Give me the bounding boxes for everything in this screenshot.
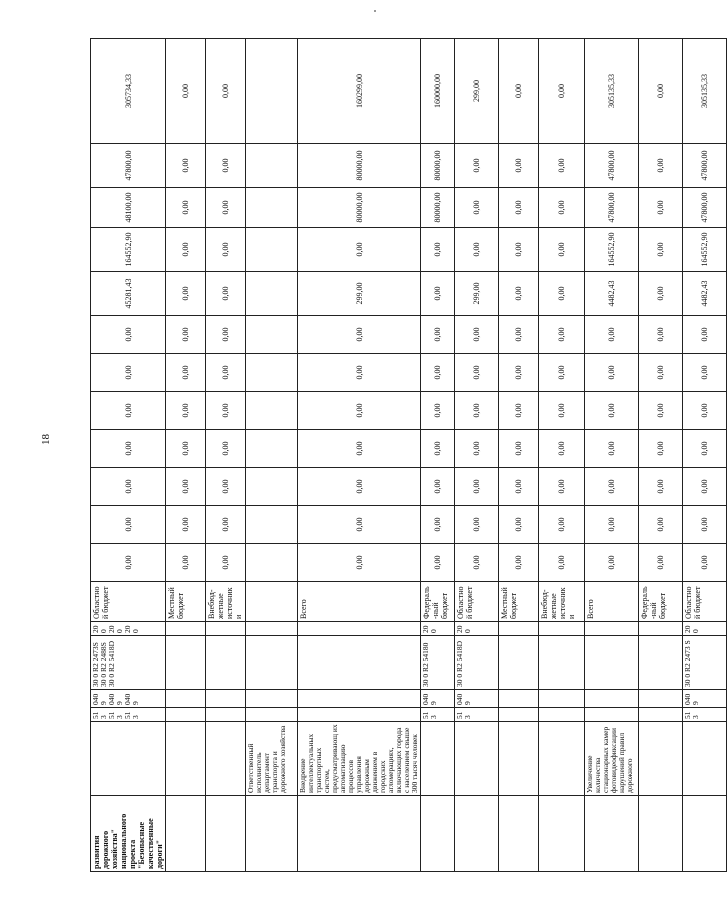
cell-value <box>246 188 298 228</box>
cell-rzpr <box>499 690 539 708</box>
cell-value: 0,00 <box>421 468 455 506</box>
cell-grbs: 513 <box>421 708 455 722</box>
cell-value <box>246 354 298 392</box>
cell-value: 0,00 <box>539 544 585 582</box>
cell-value: 0,00 <box>298 316 421 354</box>
cell-value: 0,00 <box>298 430 421 468</box>
cell-source: Внебюд-жетные источники <box>539 582 585 622</box>
cell-value: 0,00 <box>585 316 639 354</box>
cell-name <box>166 796 206 872</box>
cell-source: Областной бюджет <box>683 582 727 622</box>
cell-csr <box>206 636 246 690</box>
cell-value: 47800,00 <box>683 188 727 228</box>
cell-value: 0,00 <box>499 430 539 468</box>
cell-value: 0,00 <box>585 544 639 582</box>
cell-value: 0,00 <box>683 430 727 468</box>
table-row <box>206 39 246 872</box>
cell-value <box>246 430 298 468</box>
cell-value: 0,00 <box>206 188 246 228</box>
cell-value: 0,00 <box>298 354 421 392</box>
cell-value: 0,00 <box>683 316 727 354</box>
cell-grbs <box>499 708 539 722</box>
cell-value: 0,00 <box>639 272 683 316</box>
cell-value: 0,00 <box>206 272 246 316</box>
cell-value: 0,00 <box>206 506 246 544</box>
cell-value: 0,00 <box>91 354 166 392</box>
cell-executor: Увеличение количества стационарных камер фотовидеофиксации нарушений правил дорожного <box>585 722 639 796</box>
cell-executor <box>499 722 539 796</box>
cell-executor <box>683 722 727 796</box>
cell-vr: 200 200 200 <box>91 622 166 636</box>
table-row <box>421 39 455 872</box>
cell-value: 305135,33 <box>585 39 639 144</box>
cell-value: 0,00 <box>421 506 455 544</box>
cell-value: 0,00 <box>539 468 585 506</box>
cell-value: 0,00 <box>298 228 421 272</box>
cell-name <box>585 796 639 872</box>
cell-value: 0,00 <box>539 144 585 188</box>
cell-value: 0,00 <box>683 506 727 544</box>
cell-csr <box>639 636 683 690</box>
cell-grbs <box>639 708 683 722</box>
cell-name <box>246 796 298 872</box>
cell-rzpr: 0409 <box>421 690 455 708</box>
cell-value: 80000,00 <box>421 144 455 188</box>
cell-grbs <box>246 708 298 722</box>
cell-value <box>246 228 298 272</box>
table-row <box>539 39 585 872</box>
cell-value: 299,00 <box>298 272 421 316</box>
cell-value: 0,00 <box>499 144 539 188</box>
cell-csr <box>246 636 298 690</box>
cell-value: 160000,00 <box>421 39 455 144</box>
cell-csr: 30 0 R2 54180 <box>421 636 455 690</box>
cell-value: 45281,43 <box>91 272 166 316</box>
cell-source: Областной бюджет <box>455 582 499 622</box>
cell-value: 0,00 <box>455 144 499 188</box>
cell-value: 0,00 <box>585 506 639 544</box>
cell-value: 0,00 <box>166 506 206 544</box>
cell-value: 0,00 <box>585 354 639 392</box>
cell-vr <box>499 622 539 636</box>
cell-value: 80000,00 <box>298 144 421 188</box>
cell-value: 0,00 <box>166 272 206 316</box>
cell-value: 164552,90 <box>91 228 166 272</box>
cell-value: 0,00 <box>499 228 539 272</box>
cell-value <box>246 506 298 544</box>
cell-value: 0,00 <box>539 316 585 354</box>
cell-value: 0,00 <box>206 39 246 144</box>
cell-value: 0,00 <box>166 39 206 144</box>
cell-value <box>246 468 298 506</box>
cell-rzpr <box>206 690 246 708</box>
cell-name <box>298 796 421 872</box>
cell-value: 0,00 <box>639 144 683 188</box>
table-row <box>499 39 539 872</box>
cell-value: 164552,90 <box>585 228 639 272</box>
cell-name <box>639 796 683 872</box>
cell-value: 80000,00 <box>421 188 455 228</box>
cell-value: 0,00 <box>298 544 421 582</box>
cell-value: 0,00 <box>166 316 206 354</box>
cell-grbs <box>539 708 585 722</box>
cell-value: 0,00 <box>206 228 246 272</box>
cell-csr: 30 0 R2 2473S 30 0 R2 2488S 30 0 R2 5418D <box>91 636 166 690</box>
cell-value: 47800,00 <box>683 144 727 188</box>
cell-grbs: 513 <box>455 708 499 722</box>
cell-value: 0,00 <box>585 430 639 468</box>
cell-value: 0,00 <box>539 430 585 468</box>
cell-value: 0,00 <box>639 468 683 506</box>
cell-value: 0,00 <box>539 354 585 392</box>
cell-csr: 30 0 R2 5418D <box>455 636 499 690</box>
cell-value: 0,00 <box>166 188 206 228</box>
cell-value: 0,00 <box>421 272 455 316</box>
cell-value: 0,00 <box>585 392 639 430</box>
cell-value: 0,00 <box>421 544 455 582</box>
cell-value: 0,00 <box>639 544 683 582</box>
cell-source <box>246 582 298 622</box>
cell-source: Местный бюджет <box>166 582 206 622</box>
cell-vr <box>539 622 585 636</box>
budget-table <box>90 38 727 872</box>
cell-value: 80000,00 <box>298 188 421 228</box>
cell-value: 0,00 <box>455 430 499 468</box>
cell-grbs <box>585 708 639 722</box>
cell-grbs <box>206 708 246 722</box>
cell-grbs <box>298 708 421 722</box>
cell-value: 0,00 <box>455 228 499 272</box>
cell-value: 0,00 <box>499 39 539 144</box>
cell-value <box>246 144 298 188</box>
cell-source: Областной бюджет <box>91 582 166 622</box>
cell-value: 0,00 <box>91 468 166 506</box>
cell-value: 0,00 <box>298 506 421 544</box>
page-number: 18 <box>40 434 52 445</box>
cell-vr <box>639 622 683 636</box>
cell-value: 0,00 <box>206 354 246 392</box>
cell-value: 0,00 <box>421 354 455 392</box>
table-row <box>298 39 421 872</box>
cell-csr <box>539 636 585 690</box>
cell-value: 0,00 <box>639 392 683 430</box>
cell-value: 0,00 <box>539 392 585 430</box>
cell-value: 0,00 <box>683 392 727 430</box>
cell-value: 305734,33 <box>91 39 166 144</box>
table-row <box>91 39 166 872</box>
cell-rzpr: 0409 0409 0409 <box>91 690 166 708</box>
cell-vr <box>206 622 246 636</box>
cell-grbs <box>166 708 206 722</box>
cell-value: 0,00 <box>455 544 499 582</box>
cell-value: 0,00 <box>166 144 206 188</box>
cell-value: 0,00 <box>499 272 539 316</box>
cell-value: 164552,90 <box>683 228 727 272</box>
cell-value: 299,00 <box>455 272 499 316</box>
cell-value: 0,00 <box>539 228 585 272</box>
cell-executor <box>455 722 499 796</box>
cell-executor <box>166 722 206 796</box>
cell-source: Всего <box>585 582 639 622</box>
cell-value: 47800,00 <box>585 188 639 228</box>
table-row <box>683 39 727 872</box>
cell-value: 0,00 <box>455 468 499 506</box>
cell-value: 0,00 <box>206 392 246 430</box>
cell-value: 0,00 <box>499 392 539 430</box>
cell-value: 0,00 <box>166 468 206 506</box>
cell-value: 0,00 <box>91 316 166 354</box>
cell-value <box>246 39 298 144</box>
cell-rzpr <box>585 690 639 708</box>
cell-value: 0,00 <box>91 506 166 544</box>
cell-vr <box>246 622 298 636</box>
cell-value: 0,00 <box>421 316 455 354</box>
cell-name <box>421 796 455 872</box>
cell-value: 0,00 <box>539 506 585 544</box>
cell-value: 0,00 <box>539 39 585 144</box>
cell-value: 0,00 <box>206 468 246 506</box>
cell-value: 0,00 <box>499 188 539 228</box>
cell-name <box>206 796 246 872</box>
cell-name <box>683 796 727 872</box>
cell-value: 160299,00 <box>298 39 421 144</box>
cell-value: 0,00 <box>639 430 683 468</box>
cell-name <box>499 796 539 872</box>
table-row <box>166 39 206 872</box>
cell-rzpr <box>166 690 206 708</box>
cell-value <box>246 392 298 430</box>
cell-value: 0,00 <box>91 544 166 582</box>
cell-value: 0,00 <box>91 392 166 430</box>
cell-value: 0,00 <box>166 430 206 468</box>
cell-value: 0,00 <box>499 544 539 582</box>
cell-value: 47800,00 <box>91 144 166 188</box>
cell-value: 47800,00 <box>585 144 639 188</box>
cell-value: 0,00 <box>585 468 639 506</box>
cell-value: 0,00 <box>683 354 727 392</box>
cell-value: 0,00 <box>639 354 683 392</box>
cell-executor: Ответственный исполнитель департамент транспорта и дорожного хозяйства <box>246 722 298 796</box>
cell-name: развития дорожного хозяйства" национального проекта "Безопасные качественные дороги" <box>91 796 166 872</box>
cell-rzpr: 0409 <box>455 690 499 708</box>
cell-source: Внебюд-жетные источники <box>206 582 246 622</box>
rotated-sheet <box>90 38 709 872</box>
scan-speck <box>374 10 376 12</box>
cell-vr: 200 <box>683 622 727 636</box>
cell-value: 0,00 <box>421 430 455 468</box>
cell-value: 0,00 <box>683 544 727 582</box>
cell-vr <box>298 622 421 636</box>
cell-value <box>246 316 298 354</box>
rotated-table-wrapper <box>90 38 709 872</box>
cell-value <box>246 544 298 582</box>
cell-source: Федераль-ный бюджет <box>639 582 683 622</box>
cell-vr: 200 <box>455 622 499 636</box>
cell-csr <box>166 636 206 690</box>
cell-csr: 30 0 R2 2473 S <box>683 636 727 690</box>
cell-value: 48100,00 <box>91 188 166 228</box>
cell-executor <box>421 722 455 796</box>
cell-value: 0,00 <box>499 506 539 544</box>
cell-value: 0,00 <box>499 354 539 392</box>
cell-vr <box>166 622 206 636</box>
cell-value: 305135,33 <box>683 39 727 144</box>
table-row <box>246 39 298 872</box>
cell-value: 0,00 <box>683 468 727 506</box>
cell-value: 0,00 <box>455 188 499 228</box>
cell-value: 0,00 <box>639 316 683 354</box>
table-row <box>455 39 499 872</box>
cell-vr: 200 <box>421 622 455 636</box>
cell-executor <box>639 722 683 796</box>
cell-value: 0,00 <box>206 430 246 468</box>
cell-value: 0,00 <box>206 544 246 582</box>
cell-value: 0,00 <box>455 506 499 544</box>
cell-grbs: 513 <box>683 708 727 722</box>
cell-executor <box>206 722 246 796</box>
cell-value: 0,00 <box>539 272 585 316</box>
cell-value: 0,00 <box>455 392 499 430</box>
cell-csr <box>585 636 639 690</box>
cell-vr <box>585 622 639 636</box>
cell-value: 0,00 <box>539 188 585 228</box>
cell-csr <box>298 636 421 690</box>
cell-value: 0,00 <box>639 506 683 544</box>
cell-grbs: 513 513 513 <box>91 708 166 722</box>
cell-value: 0,00 <box>421 392 455 430</box>
cell-value: 0,00 <box>421 228 455 272</box>
cell-value: 0,00 <box>499 468 539 506</box>
cell-value: 0,00 <box>499 316 539 354</box>
cell-value: 0,00 <box>166 354 206 392</box>
cell-rzpr <box>246 690 298 708</box>
cell-value: 0,00 <box>639 228 683 272</box>
cell-value: 0,00 <box>455 354 499 392</box>
cell-csr <box>499 636 539 690</box>
cell-value: 0,00 <box>639 39 683 144</box>
cell-executor <box>91 722 166 796</box>
cell-value: 0,00 <box>166 228 206 272</box>
cell-value: 0,00 <box>206 316 246 354</box>
cell-source: Федераль-ный бюджет <box>421 582 455 622</box>
cell-value: 0,00 <box>166 544 206 582</box>
cell-rzpr: 0409 <box>683 690 727 708</box>
cell-source: Местный бюджет <box>499 582 539 622</box>
cell-rzpr <box>298 690 421 708</box>
cell-value: 0,00 <box>166 392 206 430</box>
cell-executor: Внедрение интеллектуальных транспортных систем, предусматривающ их автоматизацию процессов управления дорожным движением в городских агломерациях, включающих города с населением свыше 300 тысяч человек <box>298 722 421 796</box>
cell-value: 0,00 <box>298 392 421 430</box>
cell-value: 299,00 <box>455 39 499 144</box>
cell-source: Всего <box>298 582 421 622</box>
table-row <box>585 39 639 872</box>
cell-value: 0,00 <box>455 316 499 354</box>
cell-value: 0,00 <box>91 430 166 468</box>
cell-value: 4482,43 <box>683 272 727 316</box>
cell-value: 0,00 <box>206 144 246 188</box>
cell-rzpr <box>539 690 585 708</box>
cell-value <box>246 272 298 316</box>
cell-value: 0,00 <box>639 188 683 228</box>
cell-value: 4482,43 <box>585 272 639 316</box>
cell-rzpr <box>639 690 683 708</box>
cell-executor <box>539 722 585 796</box>
cell-name <box>455 796 499 872</box>
table-row <box>639 39 683 872</box>
cell-name <box>539 796 585 872</box>
cell-value: 0,00 <box>298 468 421 506</box>
